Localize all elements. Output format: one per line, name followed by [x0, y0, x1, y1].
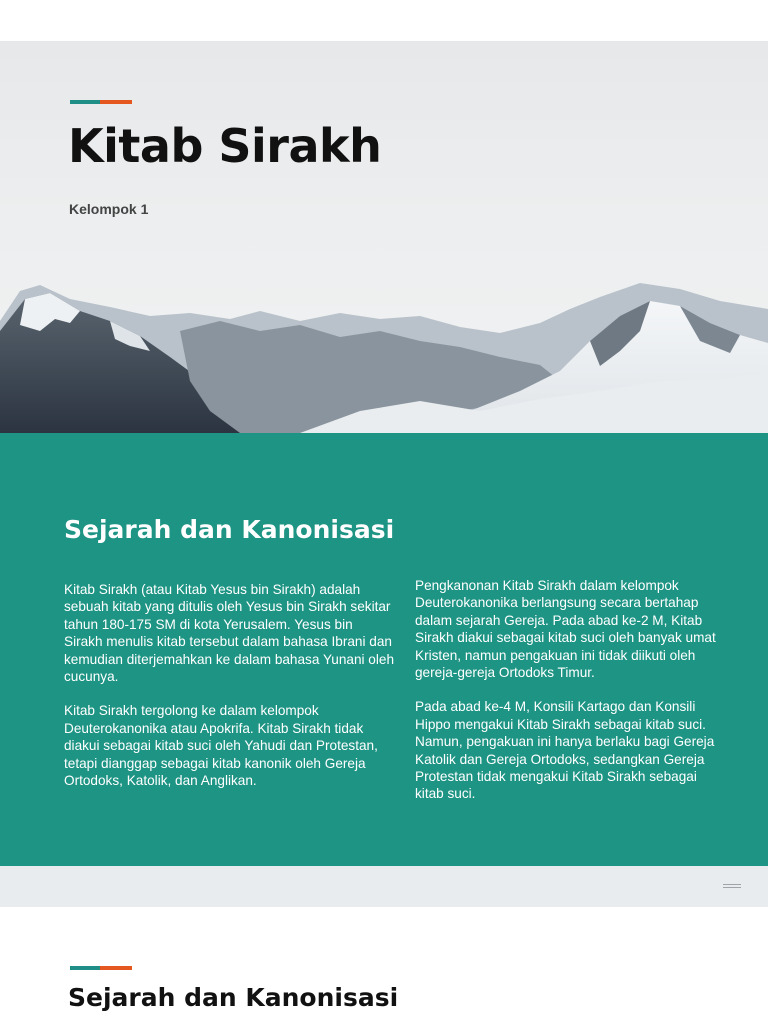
slide-subtitle: Kelompok 1 [69, 201, 149, 217]
slide-separator-bar [0, 866, 768, 907]
next-slide [0, 907, 768, 1024]
top-margin [0, 0, 768, 41]
menu-lines-icon[interactable] [723, 884, 741, 890]
slide-title: Kitab Sirakh [68, 119, 382, 173]
accent-bar [70, 100, 132, 104]
title-slide [0, 41, 768, 433]
paragraph: Kitab Sirakh (atau Kitab Yesus bin Sirakh) adalah sebuah kitab yang ditulis oleh Yesus bin Sirakh sekitar tahun 180-175 SM di kota Yerusalem. Yesus bin Sirakh menulis kitab tersebut dalam bahasa Ibrani dan kemudian diterjemahkan ke dalam bahasa Yunani oleh cucunya. [64, 582, 394, 685]
next-slide-title: Sejarah dan Kanonisasi [68, 983, 399, 1012]
right-column [415, 577, 725, 820]
accent-bar [70, 966, 132, 970]
paragraph: Kitab Sirakh tergolong ke dalam kelompok Deuterokanonika atau Apokrifa. Kitab Sirakh tidak diakui sebagai kitab suci oleh Yahudi dan Protestan, tetapi dianggap sebagai kitab kanonik oleh Gereja Ortodoks, Katolik, dan Anglikan. [64, 703, 378, 789]
paragraph: Pada abad ke-4 M, Konsili Kartago dan Konsili Hippo mengakui Kitab Sirakh sebagai kitab suci. Namun, pengakuan ini hanya berlaku bagi Gereja Katolik dan Gereja Ortodoks, sedangkan Gereja Protestan tidak mengakui Kitab Sirakh sebagai kitab suci. [415, 699, 715, 802]
paragraph: Pengkanonan Kitab Sirakh dalam kelompok Deuterokanonika berlangsung secara bertahap dalam sejarah Gereja. Pada abad ke-2 M, Kitab Sirakh diakui sebagai kitab suci oleh banyak umat Kristen, namun pengakuan ini tidak diikuti oleh gereja-gereja Ortodoks Timur. [415, 578, 716, 681]
left-column [64, 581, 394, 806]
content-section [0, 433, 768, 866]
section-heading: Sejarah dan Kanonisasi [64, 515, 395, 544]
mountain-image [0, 261, 768, 433]
